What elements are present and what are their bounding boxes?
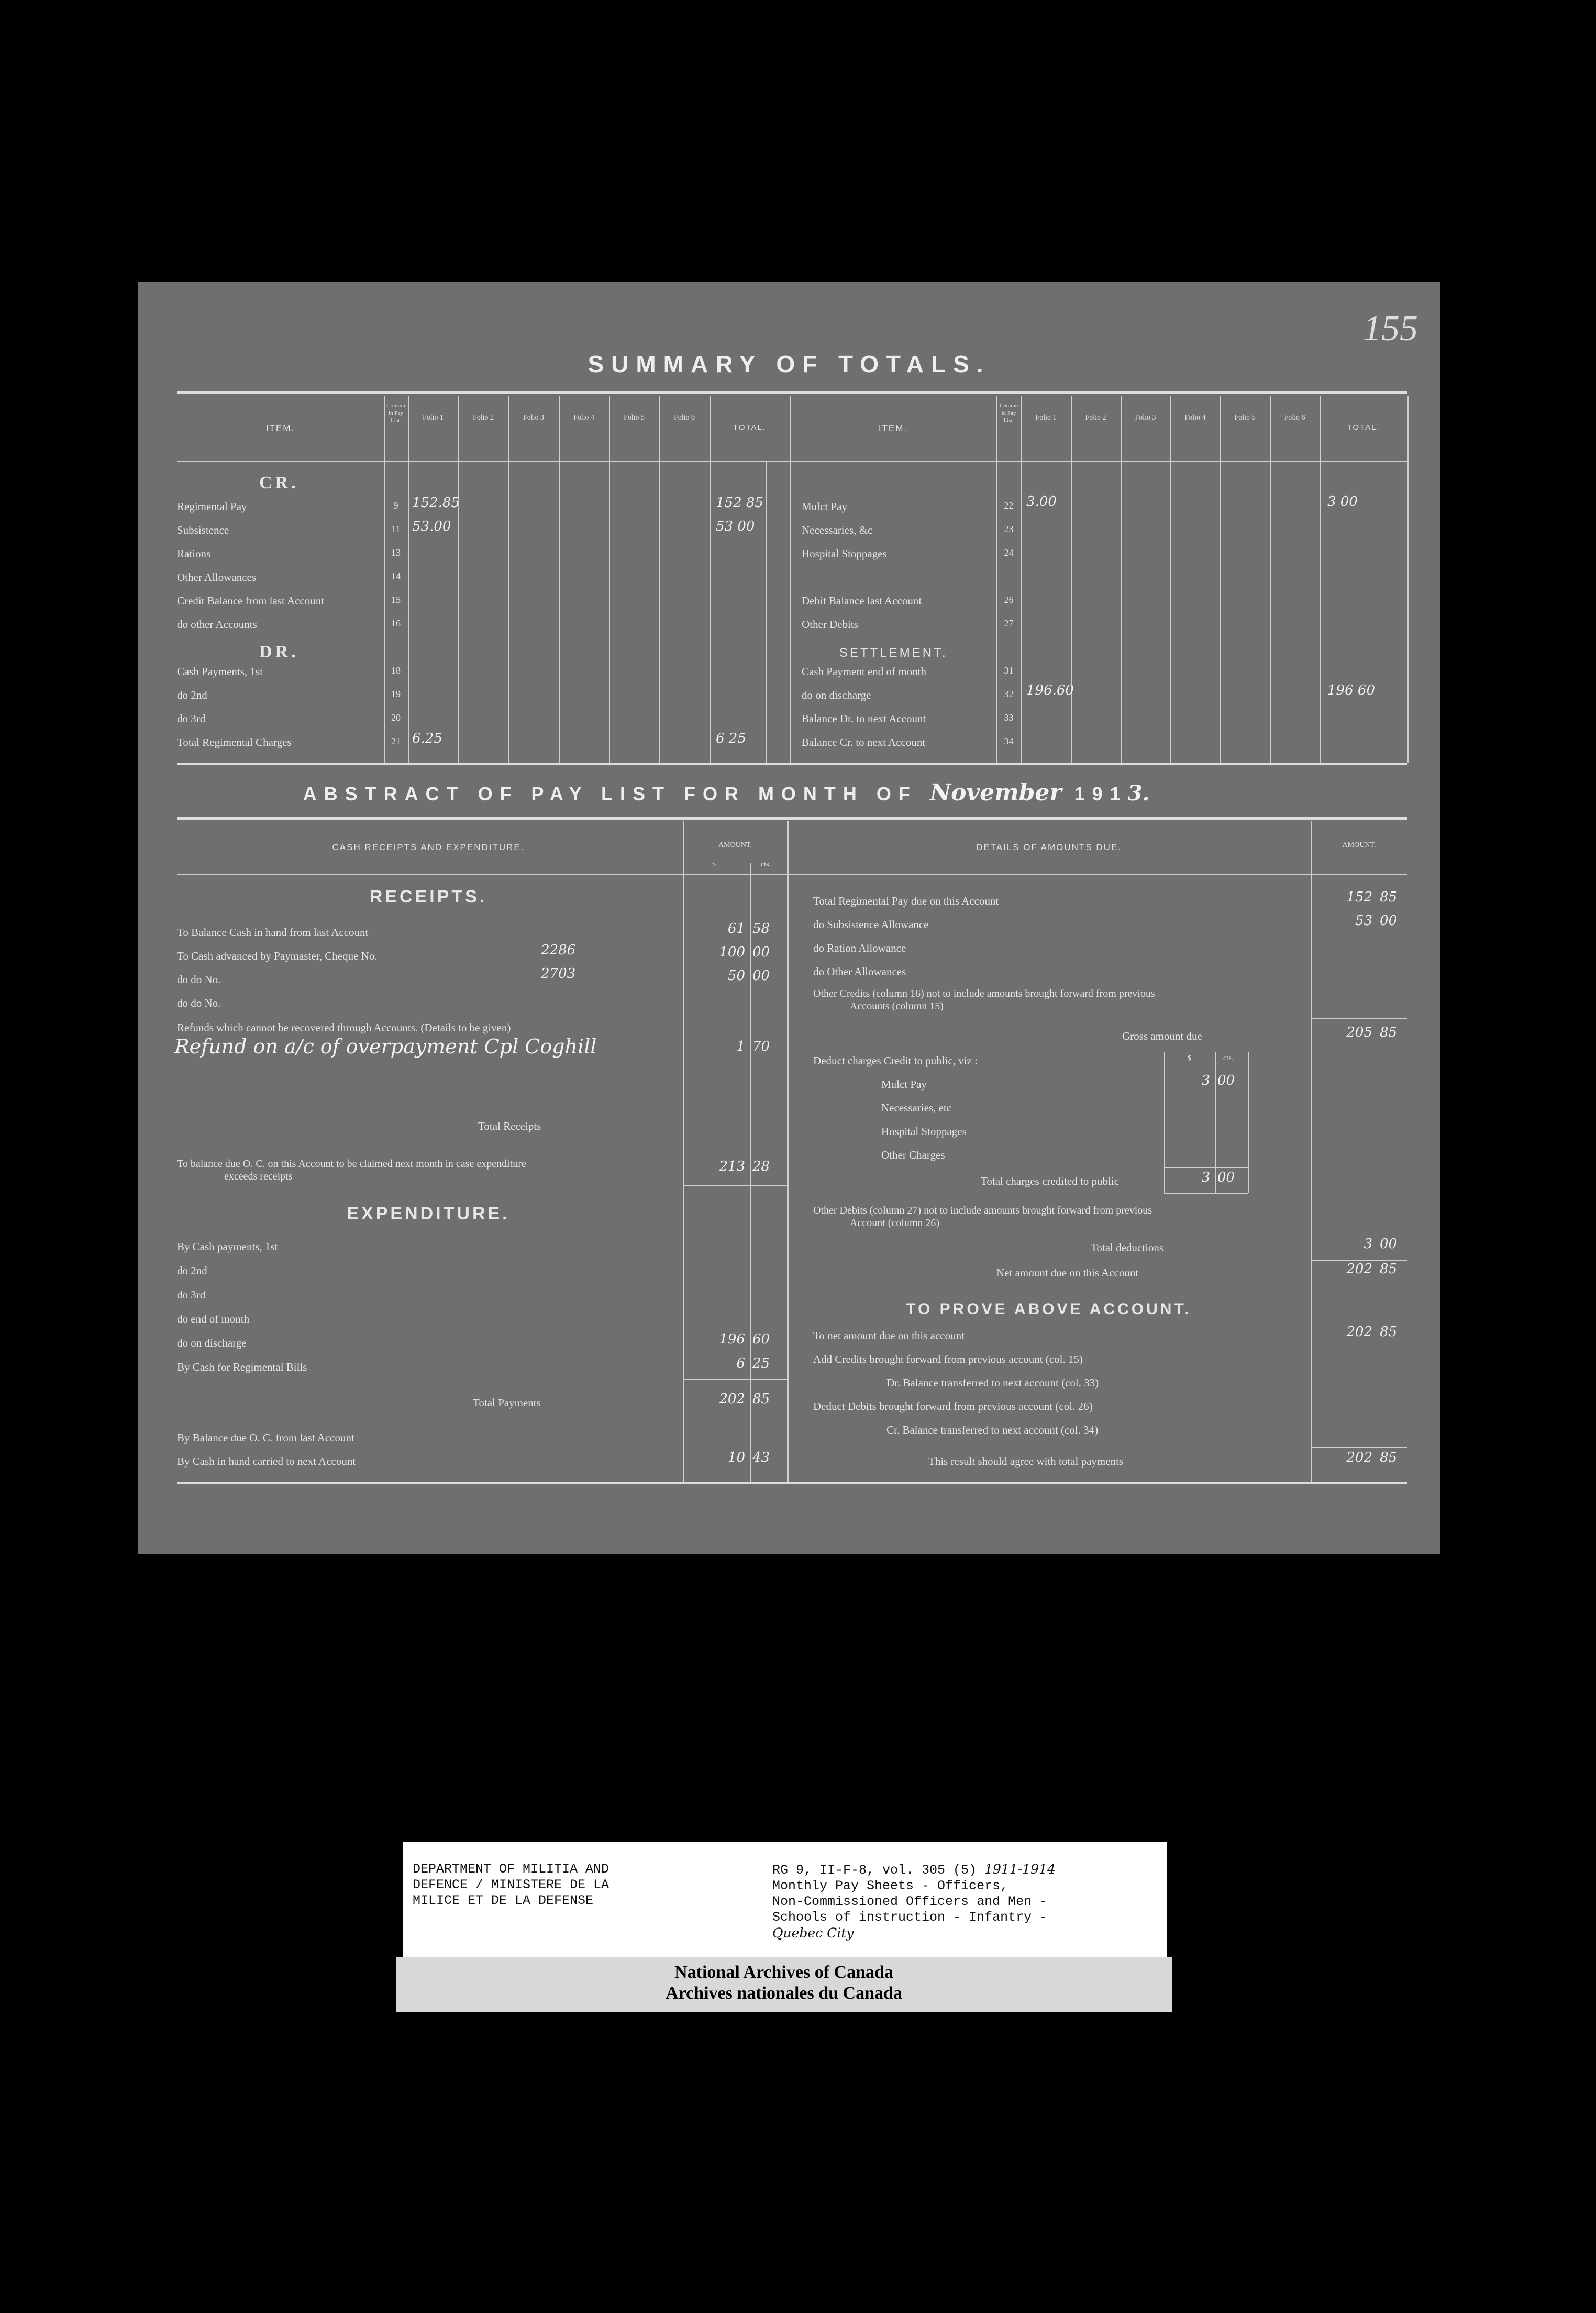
deduct-box-bottom: [1164, 1193, 1248, 1194]
summary-left-item: Rations: [177, 547, 211, 560]
receipt-amount-cents: 00: [752, 968, 770, 984]
prove-row-label: This result should agree with total payments: [928, 1455, 1124, 1468]
summary-right-col-line: [1121, 396, 1122, 763]
summary-left-colno: 19: [391, 689, 401, 699]
summary-right-col-line: [1170, 396, 1171, 763]
detail-amount-dollars: 152: [1346, 889, 1372, 905]
summary-left-cents-line: [766, 461, 767, 763]
summary-right-colno: 27: [1004, 618, 1014, 629]
payments-rule: [683, 1379, 787, 1380]
summary-left-col-line: [790, 396, 791, 763]
summary-left-folio-header: Folio 1: [422, 414, 444, 422]
summary-right-folio-header: Folio 3: [1135, 414, 1156, 422]
expenditure-amount-dollars: 6: [736, 1356, 745, 1371]
summary-left-folio-header: Folio 6: [673, 414, 695, 422]
summary-left-col-line: [609, 396, 610, 763]
other-credits-label-1: Other Credits (column 16) not to include amounts brought forward from previous: [813, 988, 1155, 999]
ref-line-1: RG 9, II-F-8, vol. 305 (5): [772, 1863, 977, 1878]
abstract-right-amount-line: [1311, 821, 1312, 1482]
summary-right-folio1-value: 3.00: [1026, 494, 1057, 510]
receipt-label: do do No.: [177, 973, 221, 986]
balance-due-label-1: To balance due O. C. on this Account to be claimed next month in case expenditure: [177, 1158, 526, 1170]
refund-note: Refund on a/c of overpayment Cpl Coghill: [174, 1035, 597, 1058]
summary-right-folio-header: Folio 5: [1234, 414, 1256, 422]
dept-line-3: MILICE ET DE LA DEFENSE: [413, 1893, 594, 1908]
cheque-number: 2286: [541, 942, 576, 958]
summary-left-item-header: ITEM.: [265, 423, 295, 433]
deduct-box-mid: [1215, 1052, 1216, 1193]
summary-header-rule: [177, 461, 1407, 462]
summary-left-item: Cash Payments, 1st: [177, 665, 263, 678]
prove-title: TO PROVE ABOVE ACCOUNT.: [906, 1301, 1192, 1318]
summary-right-col-line: [996, 396, 997, 763]
summary-left-total-value: 6 25: [716, 731, 746, 746]
detail-amount-cents: 85: [1380, 889, 1398, 905]
summary-bottom-rule: [177, 763, 1407, 765]
page-number: 155: [1363, 309, 1418, 349]
summary-left-folio-header: Folio 2: [472, 414, 494, 422]
summary-left-item: Regimental Pay: [177, 500, 247, 513]
summary-right-item: Hospital Stoppages: [802, 547, 887, 560]
prove-row-amount-cents: 85: [1380, 1324, 1398, 1340]
summary-left-item: Subsistence: [177, 524, 229, 536]
summary-right-colno: 22: [1004, 500, 1014, 511]
net-amount-cents: 85: [1380, 1261, 1398, 1277]
dept-line-2: DEFENCE / MINISTERE DE LA: [413, 1877, 609, 1892]
expenditure-label: By Cash for Regimental Bills: [177, 1361, 307, 1373]
summary-right-item: do on discharge: [802, 689, 871, 701]
cash-carried-amount-dollars: 10: [727, 1450, 745, 1466]
reference-text: [772, 1862, 1056, 1942]
summary-left-folio-header: Folio 4: [573, 414, 595, 422]
summary-right-colno: 32: [1004, 689, 1014, 699]
summary-left-colno: 21: [391, 736, 401, 746]
summary-left-colno: 16: [391, 618, 401, 629]
summary-left-col-line: [659, 396, 660, 763]
abstract-title: [75, 779, 1378, 806]
summary-left-colno: 9: [393, 500, 398, 511]
abstract-year-prefix: 191: [1074, 783, 1128, 805]
other-debits-label-1: Other Debits (column 27) not to include amounts brought forward from previous: [813, 1205, 1152, 1216]
summary-left-total-value: 152 85: [716, 495, 763, 511]
net-label: Net amount due on this Account: [996, 1266, 1139, 1279]
prove-rule: [1311, 1447, 1407, 1448]
ref-line-5-handwritten: Quebec City: [772, 1925, 854, 1941]
gross-label: Gross amount due: [1122, 1030, 1202, 1042]
archive-reference-card: [403, 1842, 1167, 1958]
balance-due-rule: [683, 1185, 787, 1186]
total-payments-amount-cents: 85: [752, 1391, 770, 1407]
cheque-number: 2703: [541, 966, 576, 982]
abstract-month: November: [929, 779, 1062, 806]
department-text: [413, 1862, 609, 1909]
summary-right-total-header: TOTAL.: [1347, 423, 1380, 432]
gross-rule: [1311, 1018, 1407, 1019]
deduction-amount-cents: 00: [1217, 1073, 1235, 1088]
expenditure-title: EXPENDITURE.: [347, 1204, 510, 1224]
summary-right-folio-header: Folio 2: [1085, 414, 1106, 422]
details-header: DETAILS OF AMOUNTS DUE.: [976, 842, 1122, 852]
summary-left-item: do other Accounts: [177, 618, 257, 631]
summary-left-colno: 20: [391, 712, 401, 723]
archive-label: [396, 1957, 1172, 2012]
summary-right-col-line: [1320, 396, 1321, 763]
net-amount-dollars: 202: [1346, 1261, 1372, 1277]
abstract-title-prefix: ABSTRACT OF PAY LIST FOR MONTH OF: [303, 783, 917, 805]
summary-right-col-line: [1270, 396, 1271, 763]
summary-left-col-line: [458, 396, 459, 763]
prove-row-label: Deduct Debits brought forward from previous account (col. 26): [813, 1400, 1093, 1413]
summary-left-item: do 2nd: [177, 689, 207, 701]
settlement-label: SETTLEMENT.: [839, 646, 948, 660]
gross-amount-dollars: 205: [1346, 1025, 1372, 1040]
dept-line-1: DEPARTMENT OF MILITIA AND: [413, 1862, 609, 1877]
summary-top-rule: [177, 391, 1407, 394]
abstract-top-rule: [177, 817, 1407, 820]
summary-left-item: do 3rd: [177, 712, 206, 725]
summary-left-col-line: [508, 396, 509, 763]
abstract-left-amount-line: [683, 821, 684, 1482]
summary-right-item: Balance Dr. to next Account: [802, 712, 926, 725]
cash-carried-amount-cents: 43: [752, 1450, 770, 1466]
prove-row-label: Add Credits brought forward from previous account (col. 15): [813, 1353, 1083, 1365]
prove-row-label: Dr. Balance transferred to next account (col. 33): [886, 1376, 1099, 1389]
refund-amount-dollars: 1: [736, 1039, 745, 1054]
deduct-box-rule: [1164, 1167, 1248, 1168]
archive-name-en: National Archives of Canada: [674, 1963, 893, 1982]
summary-left-colno: 11: [391, 524, 401, 534]
summary-right-colno: 26: [1004, 594, 1014, 605]
prove-row-amount-cents: 85: [1380, 1450, 1398, 1466]
receipt-label: Refunds which cannot be recovered through Accounts. (Details to be given): [177, 1021, 511, 1034]
total-charges-amount-dollars: 3: [1201, 1170, 1210, 1185]
summary-left-item: Total Regimental Charges: [177, 736, 292, 748]
expenditure-amount-dollars: 196: [719, 1331, 745, 1347]
expenditure-label: By Cash payments, 1st: [177, 1240, 278, 1253]
detail-amount-cents: 00: [1380, 913, 1398, 929]
cr-label: CR.: [259, 473, 299, 492]
archive-name-fr: Archives nationales du Canada: [666, 1984, 902, 2003]
summary-left-total-value: 53 00: [716, 519, 755, 534]
summary-right-item: Cash Payment end of month: [802, 665, 926, 678]
balance-due-amount-dollars: 213: [719, 1159, 745, 1174]
balance-due-label-2: exceeds receipts: [224, 1171, 293, 1182]
summary-left-colno: 15: [391, 594, 401, 605]
summary-left-column-header: Column in Pay List.: [386, 403, 405, 424]
receipt-label: To Cash advanced by Paymaster, Cheque No.: [177, 950, 378, 962]
receipt-amount-cents: 58: [752, 921, 770, 937]
abstract-center-line: [787, 821, 789, 1482]
summary-left-colno: 13: [391, 547, 401, 558]
summary-title: SUMMARY OF TOTALS.: [588, 350, 991, 378]
deduction-amount-dollars: 3: [1201, 1073, 1210, 1088]
summary-right-colno: 33: [1004, 712, 1014, 723]
summary-left-col-line: [408, 396, 409, 763]
expenditure-label: do end of month: [177, 1313, 250, 1325]
detail-label: do Ration Allowance: [813, 942, 906, 954]
receipt-amount-dollars: 100: [719, 944, 745, 960]
right-amount-header: AMOUNT.: [1342, 841, 1376, 849]
total-payments-label: Total Payments: [473, 1396, 541, 1409]
summary-right-total-value: 3 00: [1327, 494, 1358, 510]
total-deductions-label: Total deductions: [1091, 1241, 1164, 1254]
prove-row-amount-dollars: 202: [1346, 1324, 1372, 1340]
summary-left-total-header: TOTAL.: [733, 423, 767, 432]
prove-row-amount-dollars: 202: [1346, 1450, 1372, 1466]
summary-right-col-line: [1021, 396, 1022, 763]
summary-right-item-header: ITEM.: [878, 423, 908, 433]
receipts-title: RECEIPTS.: [369, 887, 487, 907]
summary-left-folio1-value: 6.25: [412, 731, 442, 746]
ref-line-3: Non-Commissioned Officers and Men -: [772, 1894, 1048, 1909]
other-credits-label-2: Accounts (column 15): [850, 1000, 944, 1012]
summary-right-folio1-value: 196.60: [1026, 682, 1074, 698]
expenditure-label: do 2nd: [177, 1264, 207, 1277]
receipt-label: To Balance Cash in hand from last Account: [177, 926, 369, 939]
detail-label: do Subsistence Allowance: [813, 918, 929, 931]
ref-line-4: Schools of instruction - Infantry -: [772, 1910, 1048, 1925]
summary-left-item: Credit Balance from last Account: [177, 594, 325, 607]
total-deductions-amount-dollars: 3: [1364, 1236, 1372, 1252]
summary-left-folio-header: Folio 5: [623, 414, 645, 422]
refund-amount-cents: 70: [752, 1039, 770, 1054]
total-receipts-label: Total Receipts: [478, 1120, 541, 1132]
summary-left-col-line: [710, 396, 711, 763]
summary-left-folio1-value: 152.85: [412, 495, 460, 511]
total-charges-label: Total charges credited to public: [981, 1175, 1120, 1187]
summary-right-folio-header: Folio 4: [1184, 414, 1206, 422]
deduction-label: Mulct Pay: [881, 1078, 927, 1091]
abstract-header-rule: [177, 874, 1407, 875]
gross-amount-cents: 85: [1380, 1025, 1398, 1040]
summary-right-item: Debit Balance last Account: [802, 594, 922, 607]
abstract-left-cents-line: [750, 863, 751, 1482]
expenditure-label: do 3rd: [177, 1288, 206, 1301]
summary-right-column-header: Column in Pay List.: [999, 403, 1018, 424]
abstract-year-suffix: 3.: [1127, 781, 1150, 806]
summary-right-item: Balance Cr. to next Account: [802, 736, 926, 748]
receipt-amount-dollars: 50: [727, 968, 745, 984]
left-cts-header: cts.: [761, 861, 771, 868]
deduction-label: Other Charges: [881, 1149, 945, 1161]
receipt-label: do do No.: [177, 997, 221, 1009]
expenditure-label: do on discharge: [177, 1337, 247, 1349]
deduct-cts-header: cts.: [1223, 1054, 1234, 1062]
summary-left-folio-header: Folio 3: [523, 414, 545, 422]
total-deductions-amount-cents: 00: [1380, 1236, 1398, 1252]
total-payments-amount-dollars: 202: [719, 1391, 745, 1407]
prove-row-label: To net amount due on this account: [813, 1329, 965, 1342]
summary-right-colno: 34: [1004, 736, 1014, 746]
summary-right-total-value: 196 60: [1327, 682, 1375, 698]
summary-right-colno: 24: [1004, 547, 1014, 558]
summary-right-col-line: [1220, 396, 1221, 763]
detail-label: Total Regimental Pay due on this Account: [813, 895, 999, 907]
receipt-amount-cents: 00: [752, 944, 770, 960]
expenditure-amount-cents: 25: [752, 1356, 770, 1371]
other-debits-label-2: Account (column 26): [850, 1217, 940, 1229]
ref-years-handwritten: 1911-1914: [984, 1862, 1056, 1877]
cash-receipts-header: CASH RECEIPTS AND EXPENDITURE.: [332, 842, 525, 852]
summary-left-colno: 14: [391, 571, 401, 581]
deduct-box-left: [1164, 1052, 1165, 1193]
deduct-label: Deduct charges Credit to public, viz :: [813, 1054, 978, 1067]
summary-right-item: Other Debits: [802, 618, 858, 631]
summary-right-item: Mulct Pay: [802, 500, 847, 513]
summary-left-folio1-value: 53.00: [412, 519, 451, 534]
summary-right-folio-header: Folio 1: [1035, 414, 1057, 422]
deduct-box-right: [1248, 1052, 1249, 1193]
detail-label: do Other Allowances: [813, 965, 906, 978]
left-dollar-header: $: [712, 861, 716, 868]
summary-right-col-line: [1407, 396, 1409, 763]
pay-sheet-document: [138, 282, 1440, 1554]
summary-right-col-line: [1071, 396, 1072, 763]
balance-due-amount-cents: 28: [752, 1159, 770, 1174]
left-amount-header: AMOUNT.: [718, 841, 752, 849]
summary-left-col-line: [559, 396, 560, 763]
deduction-label: Hospital Stoppages: [881, 1125, 967, 1138]
deduction-label: Necessaries, etc: [881, 1102, 952, 1114]
detail-amount-dollars: 53: [1355, 913, 1372, 929]
abstract-bottom-rule: [177, 1482, 1407, 1484]
summary-right-colno: 23: [1004, 524, 1014, 534]
balance-due-last-label: By Balance due O. C. from last Account: [177, 1431, 354, 1444]
cash-carried-label: By Cash in hand carried to next Account: [177, 1455, 356, 1468]
receipt-amount-dollars: 61: [727, 921, 745, 937]
prove-row-label: Cr. Balance transferred to next account (col. 34): [886, 1424, 1099, 1436]
summary-left-item: Other Allowances: [177, 571, 257, 583]
summary-right-colno: 31: [1004, 665, 1014, 676]
dr-label: DR.: [259, 642, 299, 662]
summary-right-item: Necessaries, &c: [802, 524, 873, 536]
summary-left-colno: 18: [391, 665, 401, 676]
total-charges-amount-cents: 00: [1217, 1170, 1235, 1185]
summary-right-folio-header: Folio 6: [1284, 414, 1305, 422]
deduct-dollar-header: $: [1188, 1054, 1191, 1062]
expenditure-amount-cents: 60: [752, 1331, 770, 1347]
ref-line-2: Monthly Pay Sheets - Officers,: [772, 1878, 1008, 1893]
